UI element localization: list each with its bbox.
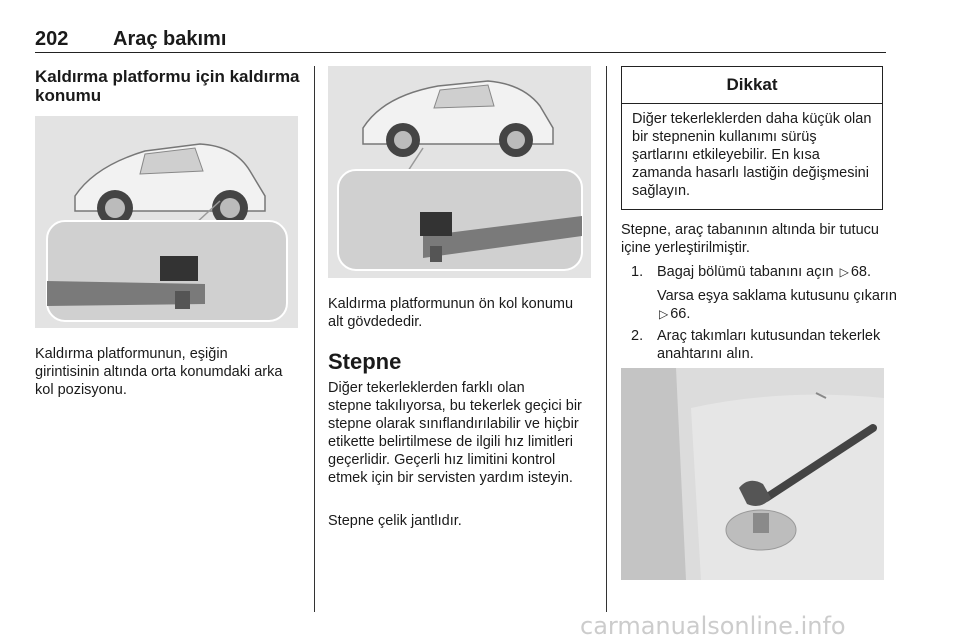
step-number: 2.: [631, 328, 644, 344]
chapter-title: Araç bakımı: [113, 28, 227, 50]
list-item: [631, 263, 897, 322]
section-title: Kaldırma platformu için kaldırma konumu: [35, 67, 300, 105]
notice-title: Dikkat: [622, 67, 882, 104]
lift-rear-arm-figure: [35, 116, 298, 328]
figure-caption: Kaldırma platformunun ön kol konumu alt gövdededir.: [328, 296, 574, 330]
column-divider: [606, 66, 607, 612]
step-text: Bagaj bölümü tabanını açın ▷ 68. Varsa eşya saklama kutusunu çıkarın ▷ 66.: [657, 264, 897, 322]
watermark: carmanualsonline.info: [580, 612, 846, 640]
step-number: 1.: [631, 264, 644, 280]
notice-body: Diğer tekerleklerden daha küçük olan bir stepnenin kullanımı sürüş şartlarını etkileyebilir. En kısa zamanda hasarlı lastiğin değişmesini sağlayın.: [632, 111, 872, 199]
lift-front-arm-figure: [328, 66, 591, 278]
section-heading: Stepne: [328, 349, 402, 374]
column-divider: [314, 66, 315, 612]
paragraph: Stepne, araç tabanının altında bir tutucu içine yerleştirilmiştir.: [621, 222, 879, 256]
figure-caption: Kaldırma platformunun, eşiğin girintisinin altında orta konumdaki arka kol pozisyonu.: [35, 346, 283, 398]
paragraph: stepne takılıyorsa, bu tekerlek geçici bir stepne olarak sınıflandırılabilir ve hiçbir etikette belirtilmese de ilgili hız limitleri geçerlidir. Geçerli hız limitini kontrol etmek için bir servisten yardım isteyin.: [328, 398, 582, 486]
wheel-wrench-figure: [621, 368, 884, 580]
triangle-right-icon: ▷: [839, 265, 849, 279]
list-item: [631, 327, 893, 367]
warning-notice: [621, 66, 883, 210]
paragraph-lead: Diğer tekerleklerden farklı olan: [328, 380, 525, 396]
paragraph: Stepne çelik jantlıdır.: [328, 513, 462, 529]
triangle-right-icon: ▷: [659, 307, 669, 321]
page-number: 202: [35, 28, 69, 50]
page-header: [35, 28, 886, 53]
step-text: Araç takımları kutusundan tekerlek anahtarını alın.: [657, 328, 881, 362]
